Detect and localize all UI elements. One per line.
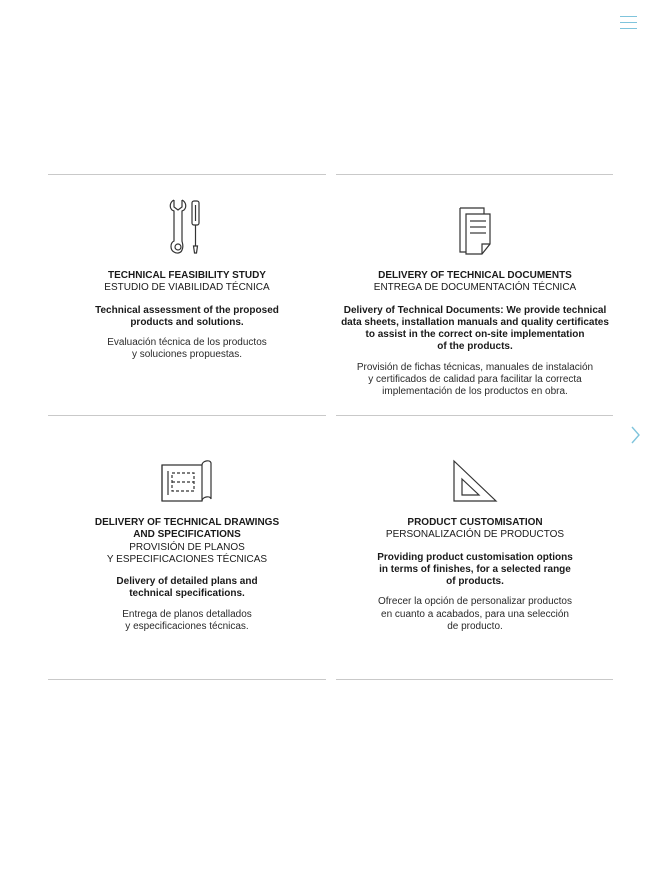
card-subtitle: PERSONALIZACIÓN DE PRODUCTOS (385, 529, 565, 541)
set-square-icon (336, 443, 614, 503)
blueprint-icon (48, 443, 326, 503)
card-description-es: Ofrecer la opción de personalizar productos en cuanto a acabados, para una selección de producto. (378, 596, 572, 633)
card-subtitle: PROVISIÓN DE PLANOS Y ESPECIFICACIONES TÉCNICAS (106, 541, 268, 565)
divider-top-left (48, 174, 326, 175)
service-card-product-customisation (336, 443, 614, 633)
divider-middle-right (336, 415, 613, 416)
card-subtitle: ESTUDIO DE VIABILIDAD TÉCNICA (104, 282, 270, 294)
card-title: DELIVERY OF TECHNICAL DRAWINGS AND SPECIFICATIONS (94, 517, 280, 541)
card-description-es: Entrega de planos detallados y especificaciones técnicas. (122, 608, 252, 633)
card-title: TECHNICAL FEASIBILITY STUDY (108, 270, 266, 281)
divider-bottom-left (48, 679, 326, 680)
card-description-en: Technical assessment of the proposed products and solutions. (95, 304, 279, 328)
card-description-en: Delivery of detailed plans and technical specifications. (116, 576, 258, 600)
document-icon (336, 196, 614, 256)
hamburger-menu-icon[interactable] (620, 15, 637, 31)
chevron-right-icon[interactable] (628, 425, 642, 445)
tools-icon (48, 196, 326, 256)
divider-middle-left (48, 415, 326, 416)
card-description-en: Delivery of Technical Documents: We provide technical data sheets, installation manuals and quality certificates to assist in the correct on-site implementation of the products. (341, 304, 609, 353)
divider-bottom-right (336, 679, 613, 680)
service-card-technical-documents (336, 196, 614, 399)
service-card-feasibility (48, 196, 326, 362)
card-title: DELIVERY OF TECHNICAL DOCUMENTS (378, 270, 572, 281)
card-title: PRODUCT CUSTOMISATION (407, 517, 543, 528)
card-description-en: Providing product customisation options in terms of finishes, for a selected range of products. (377, 551, 573, 588)
card-subtitle: ENTREGA DE DOCUMENTACIÓN TÉCNICA (373, 282, 577, 294)
card-description-es: Evaluación técnica de los productos y soluciones propuestas. (107, 337, 267, 361)
divider-top-right (336, 174, 613, 175)
card-description-es: Provisión de fichas técnicas, manuales de instalación y certificados de calidad para facilitar la correcta implementación de los productos en obra. (356, 361, 594, 398)
service-card-technical-drawings (48, 443, 326, 633)
